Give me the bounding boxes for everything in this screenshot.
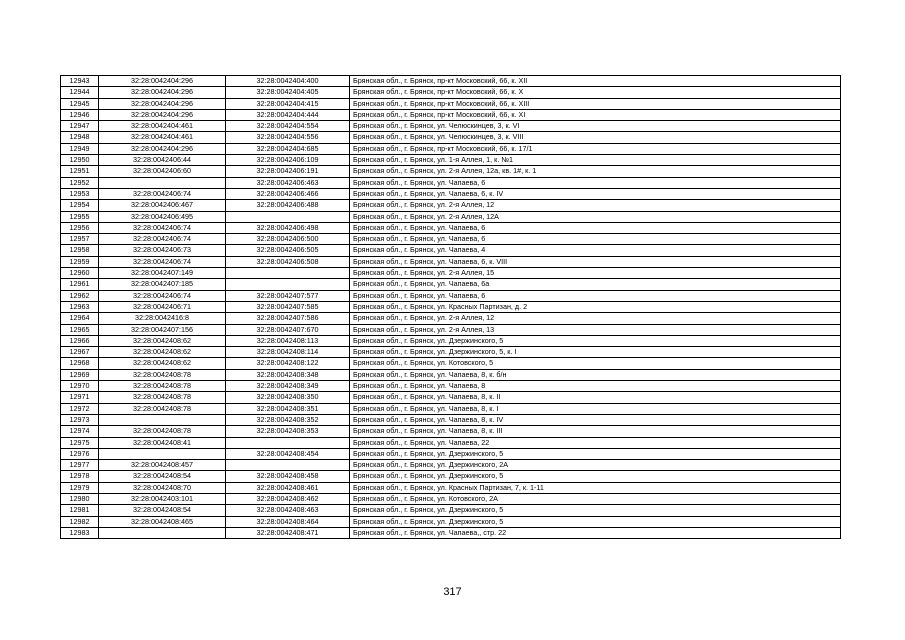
- table-row: [61, 132, 841, 143]
- parent-cadastral-number-cell: 32:28:0042407:149: [99, 268, 226, 279]
- parent-cadastral-number-cell: 32:28:0042416:8: [99, 313, 226, 324]
- table-row: [61, 460, 841, 471]
- cadastral-number-cell: 32:28:0042406:508: [226, 256, 350, 267]
- row-number-cell: 12959: [61, 256, 99, 267]
- row-number-cell: 12968: [61, 358, 99, 369]
- cadastral-number-cell: 32:28:0042407:585: [226, 301, 350, 312]
- cadastral-number-cell: 32:28:0042404:444: [226, 109, 350, 120]
- parent-cadastral-number-cell: 32:28:0042408:78: [99, 381, 226, 392]
- row-number-cell: 12969: [61, 369, 99, 380]
- address-cell: Брянская обл., г. Брянск, ул. Дзержинского, 5, к. I: [350, 347, 841, 358]
- registry-table: [60, 75, 841, 539]
- table-row: [61, 527, 841, 538]
- address-cell: Брянская обл., г. Брянск, ул. Чапаева, 6, к. VIII: [350, 256, 841, 267]
- cadastral-number-cell: 32:28:0042406:498: [226, 222, 350, 233]
- address-cell: Брянская обл., г. Брянск, ул. Дзержинского, 5: [350, 516, 841, 527]
- row-number-cell: 12952: [61, 177, 99, 188]
- table-row: [61, 358, 841, 369]
- cadastral-number-cell: [226, 279, 350, 290]
- table-row: [61, 426, 841, 437]
- parent-cadastral-number-cell: 32:28:0042408:78: [99, 426, 226, 437]
- address-cell: Брянская обл., г. Брянск, ул. Дзержинского, 2А: [350, 460, 841, 471]
- table-row: [61, 98, 841, 109]
- table-row: [61, 279, 841, 290]
- parent-cadastral-number-cell: 32:28:0042408:62: [99, 347, 226, 358]
- parent-cadastral-number-cell: 32:28:0042404:296: [99, 109, 226, 120]
- address-cell: Брянская обл., г. Брянск, ул. 2-я Аллея, 12а, кв. 1#, к. 1: [350, 166, 841, 177]
- address-cell: Брянская обл., г. Брянск, ул. Чапаева, 6: [350, 177, 841, 188]
- row-number-cell: 12966: [61, 335, 99, 346]
- row-number-cell: 12950: [61, 155, 99, 166]
- row-number-cell: 12955: [61, 211, 99, 222]
- row-number-cell: 12963: [61, 301, 99, 312]
- table-row: [61, 188, 841, 199]
- cadastral-number-cell: 32:28:0042406:500: [226, 234, 350, 245]
- row-number-cell: 12982: [61, 516, 99, 527]
- table-row: [61, 335, 841, 346]
- table-row: [61, 256, 841, 267]
- parent-cadastral-number-cell: [99, 177, 226, 188]
- table-row: [61, 493, 841, 504]
- row-number-cell: 12949: [61, 143, 99, 154]
- parent-cadastral-number-cell: 32:28:0042406:74: [99, 256, 226, 267]
- cadastral-number-cell: 32:28:0042406:488: [226, 200, 350, 211]
- parent-cadastral-number-cell: 32:28:0042408:62: [99, 358, 226, 369]
- address-cell: Брянская обл., г. Брянск, пр-кт Московский, 66, к. 17/1: [350, 143, 841, 154]
- cadastral-number-cell: 32:28:0042406:505: [226, 245, 350, 256]
- cadastral-number-cell: 32:28:0042408:462: [226, 493, 350, 504]
- parent-cadastral-number-cell: 32:28:0042407:156: [99, 324, 226, 335]
- row-number-cell: 12956: [61, 222, 99, 233]
- address-cell: Брянская обл., г. Брянск, ул. 2-я Аллея, 12: [350, 200, 841, 211]
- address-cell: Брянская обл., г. Брянск, ул. Чапаева, 22: [350, 437, 841, 448]
- cadastral-number-cell: 32:28:0042408:122: [226, 358, 350, 369]
- cadastral-number-cell: 32:28:0042406:191: [226, 166, 350, 177]
- address-cell: Брянская обл., г. Брянск, ул. Чапаева, 8: [350, 381, 841, 392]
- parent-cadastral-number-cell: 32:28:0042406:71: [99, 301, 226, 312]
- cadastral-number-cell: 32:28:0042408:461: [226, 482, 350, 493]
- row-number-cell: 12946: [61, 109, 99, 120]
- row-number-cell: 12961: [61, 279, 99, 290]
- table-row: [61, 234, 841, 245]
- parent-cadastral-number-cell: 32:28:0042404:296: [99, 143, 226, 154]
- table-row: [61, 414, 841, 425]
- address-cell: Брянская обл., г. Брянск, ул. Чапаева, 6: [350, 234, 841, 245]
- row-number-cell: 12974: [61, 426, 99, 437]
- parent-cadastral-number-cell: 32:28:0042406:73: [99, 245, 226, 256]
- table-row: [61, 121, 841, 132]
- address-cell: Брянская обл., г. Брянск, ул. 2-я Аллея, 12: [350, 313, 841, 324]
- address-cell: Брянская обл., г. Брянск, ул. Чапаева, 6: [350, 290, 841, 301]
- address-cell: Брянская обл., г. Брянск, пр-кт Московский, 66, к. XIII: [350, 98, 841, 109]
- table-row: [61, 369, 841, 380]
- cadastral-number-cell: 32:28:0042404:415: [226, 98, 350, 109]
- table-row: [61, 166, 841, 177]
- parent-cadastral-number-cell: 32:28:0042406:495: [99, 211, 226, 222]
- address-cell: Брянская обл., г. Брянск, ул. Котовского, 2А: [350, 493, 841, 504]
- cadastral-number-cell: [226, 460, 350, 471]
- page-number: 317: [443, 586, 462, 598]
- parent-cadastral-number-cell: [99, 414, 226, 425]
- parent-cadastral-number-cell: 32:28:0042404:296: [99, 98, 226, 109]
- row-number-cell: 12945: [61, 98, 99, 109]
- address-cell: Брянская обл., г. Брянск, ул. 1-я Аллея, 1, к. №1: [350, 155, 841, 166]
- parent-cadastral-number-cell: [99, 448, 226, 459]
- cadastral-number-cell: 32:28:0042408:350: [226, 392, 350, 403]
- address-cell: Брянская обл., г. Брянск, ул. 2-я Аллея, 15: [350, 268, 841, 279]
- parent-cadastral-number-cell: 32:28:0042408:465: [99, 516, 226, 527]
- cadastral-number-cell: 32:28:0042408:348: [226, 369, 350, 380]
- row-number-cell: 12960: [61, 268, 99, 279]
- parent-cadastral-number-cell: 32:28:0042404:296: [99, 76, 226, 87]
- address-cell: Брянская обл., г. Брянск, ул. Чапаева, 6а: [350, 279, 841, 290]
- table-row: [61, 392, 841, 403]
- table-row: [61, 155, 841, 166]
- table-row: [61, 177, 841, 188]
- cadastral-number-cell: 32:28:0042404:405: [226, 87, 350, 98]
- parent-cadastral-number-cell: 32:28:0042408:78: [99, 369, 226, 380]
- address-cell: Брянская обл., г. Брянск, пр-кт Московский, 66, к. X: [350, 87, 841, 98]
- row-number-cell: 12979: [61, 482, 99, 493]
- address-cell: Брянская обл., г. Брянск, ул. Дзержинского, 5: [350, 335, 841, 346]
- cadastral-number-cell: 32:28:0042406:463: [226, 177, 350, 188]
- parent-cadastral-number-cell: 32:28:0042408:78: [99, 392, 226, 403]
- parent-cadastral-number-cell: 32:28:0042408:457: [99, 460, 226, 471]
- parent-cadastral-number-cell: 32:28:0042404:296: [99, 87, 226, 98]
- address-cell: Брянская обл., г. Брянск, ул. Дзержинского, 5: [350, 505, 841, 516]
- table-row: [61, 200, 841, 211]
- address-cell: Брянская обл., г. Брянск, пр-кт Московский, 66, к. XII: [350, 76, 841, 87]
- cadastral-number-cell: 32:28:0042408:458: [226, 471, 350, 482]
- table-row: [61, 347, 841, 358]
- row-number-cell: 12953: [61, 188, 99, 199]
- address-cell: Брянская обл., г. Брянск, ул. Чапаева, 8, к. б/н: [350, 369, 841, 380]
- cadastral-number-cell: 32:28:0042408:471: [226, 527, 350, 538]
- parent-cadastral-number-cell: 32:28:0042406:44: [99, 155, 226, 166]
- cadastral-number-cell: 32:28:0042407:577: [226, 290, 350, 301]
- address-cell: Брянская обл., г. Брянск, ул. Чапаева, 8, к. II: [350, 392, 841, 403]
- table-row: [61, 76, 841, 87]
- table-row: [61, 313, 841, 324]
- cadastral-number-cell: 32:28:0042404:556: [226, 132, 350, 143]
- table-row: [61, 448, 841, 459]
- table-row: [61, 482, 841, 493]
- parent-cadastral-number-cell: 32:28:0042406:467: [99, 200, 226, 211]
- parent-cadastral-number-cell: 32:28:0042406:74: [99, 234, 226, 245]
- cadastral-number-cell: 32:28:0042408:351: [226, 403, 350, 414]
- cadastral-number-cell: 32:28:0042404:554: [226, 121, 350, 132]
- cadastral-number-cell: [226, 437, 350, 448]
- parent-cadastral-number-cell: 32:28:0042408:70: [99, 482, 226, 493]
- table-row: [61, 471, 841, 482]
- table-row: [61, 245, 841, 256]
- parent-cadastral-number-cell: 32:28:0042407:185: [99, 279, 226, 290]
- row-number-cell: 12972: [61, 403, 99, 414]
- cadastral-number-cell: 32:28:0042404:685: [226, 143, 350, 154]
- cadastral-number-cell: 32:28:0042406:109: [226, 155, 350, 166]
- parent-cadastral-number-cell: 32:28:0042408:41: [99, 437, 226, 448]
- table-row: [61, 381, 841, 392]
- row-number-cell: 12977: [61, 460, 99, 471]
- parent-cadastral-number-cell: 32:28:0042408:54: [99, 471, 226, 482]
- row-number-cell: 12976: [61, 448, 99, 459]
- cadastral-number-cell: 32:28:0042404:400: [226, 76, 350, 87]
- row-number-cell: 12947: [61, 121, 99, 132]
- cadastral-number-cell: 32:28:0042408:349: [226, 381, 350, 392]
- cadastral-number-cell: 32:28:0042408:113: [226, 335, 350, 346]
- row-number-cell: 12957: [61, 234, 99, 245]
- table-row: [61, 516, 841, 527]
- address-cell: Брянская обл., г. Брянск, ул. Дзержинского, 5: [350, 471, 841, 482]
- address-cell: Брянская обл., г. Брянск, ул. Чапаева, 6: [350, 222, 841, 233]
- address-cell: Брянская обл., г. Брянск, ул. Чапаева, 8, к. III: [350, 426, 841, 437]
- row-number-cell: 12970: [61, 381, 99, 392]
- row-number-cell: 12967: [61, 347, 99, 358]
- address-cell: Брянская обл., г. Брянск, ул. Котовского, 5: [350, 358, 841, 369]
- table-row: [61, 143, 841, 154]
- cadastral-number-cell: 32:28:0042407:670: [226, 324, 350, 335]
- table-row: [61, 301, 841, 312]
- cadastral-number-cell: 32:28:0042408:454: [226, 448, 350, 459]
- address-cell: Брянская обл., г. Брянск, ул. Чапаева, 8, к. I: [350, 403, 841, 414]
- cadastral-number-cell: 32:28:0042406:466: [226, 188, 350, 199]
- table-row: [61, 109, 841, 120]
- parent-cadastral-number-cell: 32:28:0042408:54: [99, 505, 226, 516]
- row-number-cell: 12948: [61, 132, 99, 143]
- parent-cadastral-number-cell: 32:28:0042406:60: [99, 166, 226, 177]
- cadastral-number-cell: 32:28:0042407:586: [226, 313, 350, 324]
- cadastral-number-cell: [226, 211, 350, 222]
- parent-cadastral-number-cell: 32:28:0042406:74: [99, 188, 226, 199]
- row-number-cell: 12958: [61, 245, 99, 256]
- parent-cadastral-number-cell: 32:28:0042408:62: [99, 335, 226, 346]
- cadastral-number-cell: 32:28:0042408:464: [226, 516, 350, 527]
- table-row: [61, 505, 841, 516]
- address-cell: Брянская обл., г. Брянск, ул. Чапаева, 8, к. IV: [350, 414, 841, 425]
- parent-cadastral-number-cell: [99, 527, 226, 538]
- row-number-cell: 12983: [61, 527, 99, 538]
- address-cell: Брянская обл., г. Брянск, ул. 2-я Аллея, 12А: [350, 211, 841, 222]
- table-row: [61, 222, 841, 233]
- row-number-cell: 12981: [61, 505, 99, 516]
- table-row: [61, 437, 841, 448]
- row-number-cell: 12978: [61, 471, 99, 482]
- row-number-cell: 12954: [61, 200, 99, 211]
- row-number-cell: 12962: [61, 290, 99, 301]
- row-number-cell: 12965: [61, 324, 99, 335]
- row-number-cell: 12943: [61, 76, 99, 87]
- table-body: [61, 76, 841, 539]
- parent-cadastral-number-cell: 32:28:0042403:101: [99, 493, 226, 504]
- cadastral-number-cell: [226, 268, 350, 279]
- row-number-cell: 12980: [61, 493, 99, 504]
- row-number-cell: 12971: [61, 392, 99, 403]
- parent-cadastral-number-cell: 32:28:0042406:74: [99, 222, 226, 233]
- address-cell: Брянская обл., г. Брянск, ул. Красных Партизан, 7, к. 1-11: [350, 482, 841, 493]
- row-number-cell: 12944: [61, 87, 99, 98]
- cadastral-number-cell: 32:28:0042408:114: [226, 347, 350, 358]
- row-number-cell: 12951: [61, 166, 99, 177]
- table-row: [61, 403, 841, 414]
- row-number-cell: 12964: [61, 313, 99, 324]
- address-cell: Брянская обл., г. Брянск, ул. Челюскинцев, 3, к. VIII: [350, 132, 841, 143]
- cadastral-number-cell: 32:28:0042408:353: [226, 426, 350, 437]
- cadastral-number-cell: 32:28:0042408:463: [226, 505, 350, 516]
- table-row: [61, 268, 841, 279]
- parent-cadastral-number-cell: 32:28:0042408:78: [99, 403, 226, 414]
- table-row: [61, 87, 841, 98]
- cadastral-number-cell: 32:28:0042408:352: [226, 414, 350, 425]
- row-number-cell: 12975: [61, 437, 99, 448]
- parent-cadastral-number-cell: 32:28:0042404:461: [99, 132, 226, 143]
- address-cell: Брянская обл., г. Брянск, ул. Чапаева, 4: [350, 245, 841, 256]
- address-cell: Брянская обл., г. Брянск, ул. Челюскинцев, 3, к. VI: [350, 121, 841, 132]
- table-row: [61, 290, 841, 301]
- address-cell: Брянская обл., г. Брянск, ул. 2-я Аллея, 13: [350, 324, 841, 335]
- parent-cadastral-number-cell: 32:28:0042404:461: [99, 121, 226, 132]
- address-cell: Брянская обл., г. Брянск, ул. Красных Партизан, д. 2: [350, 301, 841, 312]
- table-row: [61, 211, 841, 222]
- address-cell: Брянская обл., г. Брянск, ул. Чапаева, 6, к. IV: [350, 188, 841, 199]
- table-row: [61, 324, 841, 335]
- row-number-cell: 12973: [61, 414, 99, 425]
- address-cell: Брянская обл., г. Брянск, пр-кт Московский, 66, к. XI: [350, 109, 841, 120]
- address-cell: Брянская обл., г. Брянск, ул. Дзержинского, 5: [350, 448, 841, 459]
- parent-cadastral-number-cell: 32:28:0042406:74: [99, 290, 226, 301]
- address-cell: Брянская обл., г. Брянск, ул. Чапаева,, стр. 22: [350, 527, 841, 538]
